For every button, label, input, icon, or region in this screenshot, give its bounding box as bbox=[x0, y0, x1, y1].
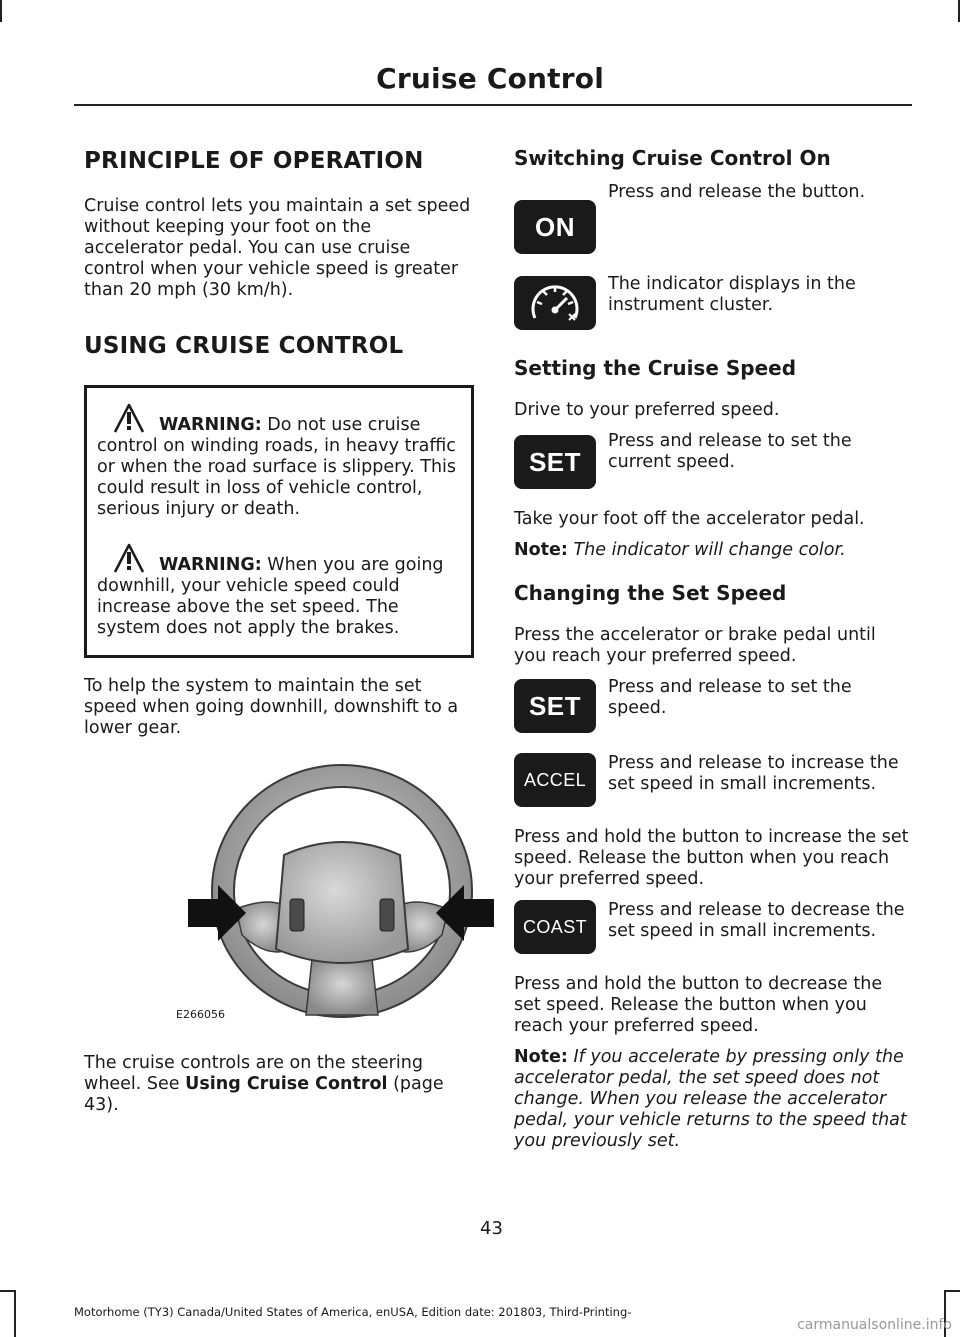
switching-heading: Switching Cruise Control On bbox=[514, 146, 831, 170]
note-label: Note: bbox=[514, 1047, 568, 1067]
set2-button-row bbox=[514, 677, 910, 733]
changing-heading: Changing the Set Speed bbox=[514, 581, 787, 605]
using-heading: USING CRUISE CONTROL bbox=[84, 333, 404, 359]
speedometer-glyph bbox=[525, 280, 585, 326]
warning-triangle-icon bbox=[111, 542, 147, 574]
accel-hold-text: Press and hold the button to increase the set speed. Release the button when you reach your preferred speed. bbox=[514, 827, 909, 889]
page-title: Cruise Control bbox=[376, 62, 604, 95]
header-divider bbox=[74, 104, 912, 106]
note-text: If you accelerate by pressing only the accelerator pedal, the set speed does not change. When you release the accelerator pedal, your vehicle returns to the speed that you previously set. bbox=[514, 1047, 907, 1151]
warning-text: Do not use cruise control on winding roads, in heavy traffic or when the road surface is slippery. This could result in loss of vehicle control, serious injury or death. bbox=[97, 415, 457, 519]
coast-hold-text: Press and hold the button to decrease the set speed. Release the button when you reach your preferred speed. bbox=[514, 974, 883, 1036]
edition-footer: Motorhome (TY3) Canada/United States of America, enUSA, Edition date: 201803, Third-Printing- bbox=[74, 1305, 632, 1319]
crop-mark bbox=[0, 0, 2, 22]
steering-wheel-figure bbox=[172, 759, 496, 1029]
accel-button-row bbox=[514, 753, 910, 807]
note-accelerate bbox=[514, 1047, 910, 1152]
set-button-row bbox=[514, 431, 910, 489]
warning-label: WARNING: bbox=[159, 555, 262, 575]
indicator-row bbox=[514, 274, 910, 330]
foot-text: Take your foot off the accelerator pedal. bbox=[514, 509, 865, 529]
warning-label: WARNING: bbox=[159, 415, 262, 435]
page-number: 43 bbox=[480, 1218, 503, 1239]
cruise-speedometer-icon bbox=[514, 276, 596, 330]
coast-text: Press and release to decrease the set speed in small increments. bbox=[608, 900, 905, 941]
coast-button-row bbox=[514, 900, 910, 954]
right-column bbox=[514, 146, 910, 1172]
note-color bbox=[514, 540, 910, 561]
principle-text: Cruise control lets you maintain a set speed without keeping your foot on the accelerator pedal. You can use cruise control when your vehicle speed is greater than 20 mph (30 km/h). bbox=[84, 196, 471, 300]
warning-text: When you are going downhill, your vehicle speed could increase above the set speed. The system does not apply the brakes. bbox=[97, 555, 444, 638]
set-button-icon: SET bbox=[514, 435, 596, 489]
watermark: carmanualsonline.info bbox=[797, 1317, 952, 1333]
left-column bbox=[84, 148, 474, 1136]
coast-button-icon: COAST bbox=[514, 900, 596, 954]
changing-text: Press the accelerator or brake pedal until you reach your preferred speed. bbox=[514, 625, 876, 666]
note-text: The indicator will change color. bbox=[567, 540, 846, 560]
note-label: Note: bbox=[514, 540, 568, 560]
crop-mark bbox=[944, 1290, 960, 1292]
on-button-row bbox=[514, 182, 910, 254]
principle-heading: PRINCIPLE OF OPERATION bbox=[84, 148, 424, 174]
steering-text-pre: The cruise controls are on the steering wheel. See bbox=[84, 1053, 423, 1094]
set-text: Press and release to set the current speed. bbox=[608, 431, 852, 472]
accel-text: Press and release to increase the set speed in small increments. bbox=[608, 753, 899, 794]
on-text: Press and release the button. bbox=[608, 182, 866, 202]
steering-text-post: (page 43). bbox=[84, 1074, 444, 1115]
steering-text bbox=[84, 1053, 474, 1116]
warning-1 bbox=[97, 402, 463, 520]
using-cruise-control-link[interactable]: Using Cruise Control bbox=[185, 1074, 388, 1094]
steering-wheel-illustration bbox=[172, 759, 496, 1029]
set2-text: Press and release to set the speed. bbox=[608, 677, 852, 718]
setting-heading: Setting the Cruise Speed bbox=[514, 356, 797, 380]
warning-triangle-icon bbox=[111, 402, 147, 434]
crop-mark bbox=[14, 1290, 16, 1337]
drive-text: Drive to your preferred speed. bbox=[514, 400, 780, 420]
accel-button-icon: ACCEL bbox=[514, 753, 596, 807]
indicator-text: The indicator displays in the instrument cluster. bbox=[608, 274, 856, 315]
set-button-icon: SET bbox=[514, 679, 596, 733]
warning-2 bbox=[97, 542, 463, 639]
downhill-text: To help the system to maintain the set speed when going downhill, downshift to a lower gear. bbox=[84, 676, 459, 738]
on-button-icon: ON bbox=[514, 200, 596, 254]
figure-code: E266056 bbox=[176, 1008, 225, 1021]
warning-box bbox=[84, 385, 474, 658]
